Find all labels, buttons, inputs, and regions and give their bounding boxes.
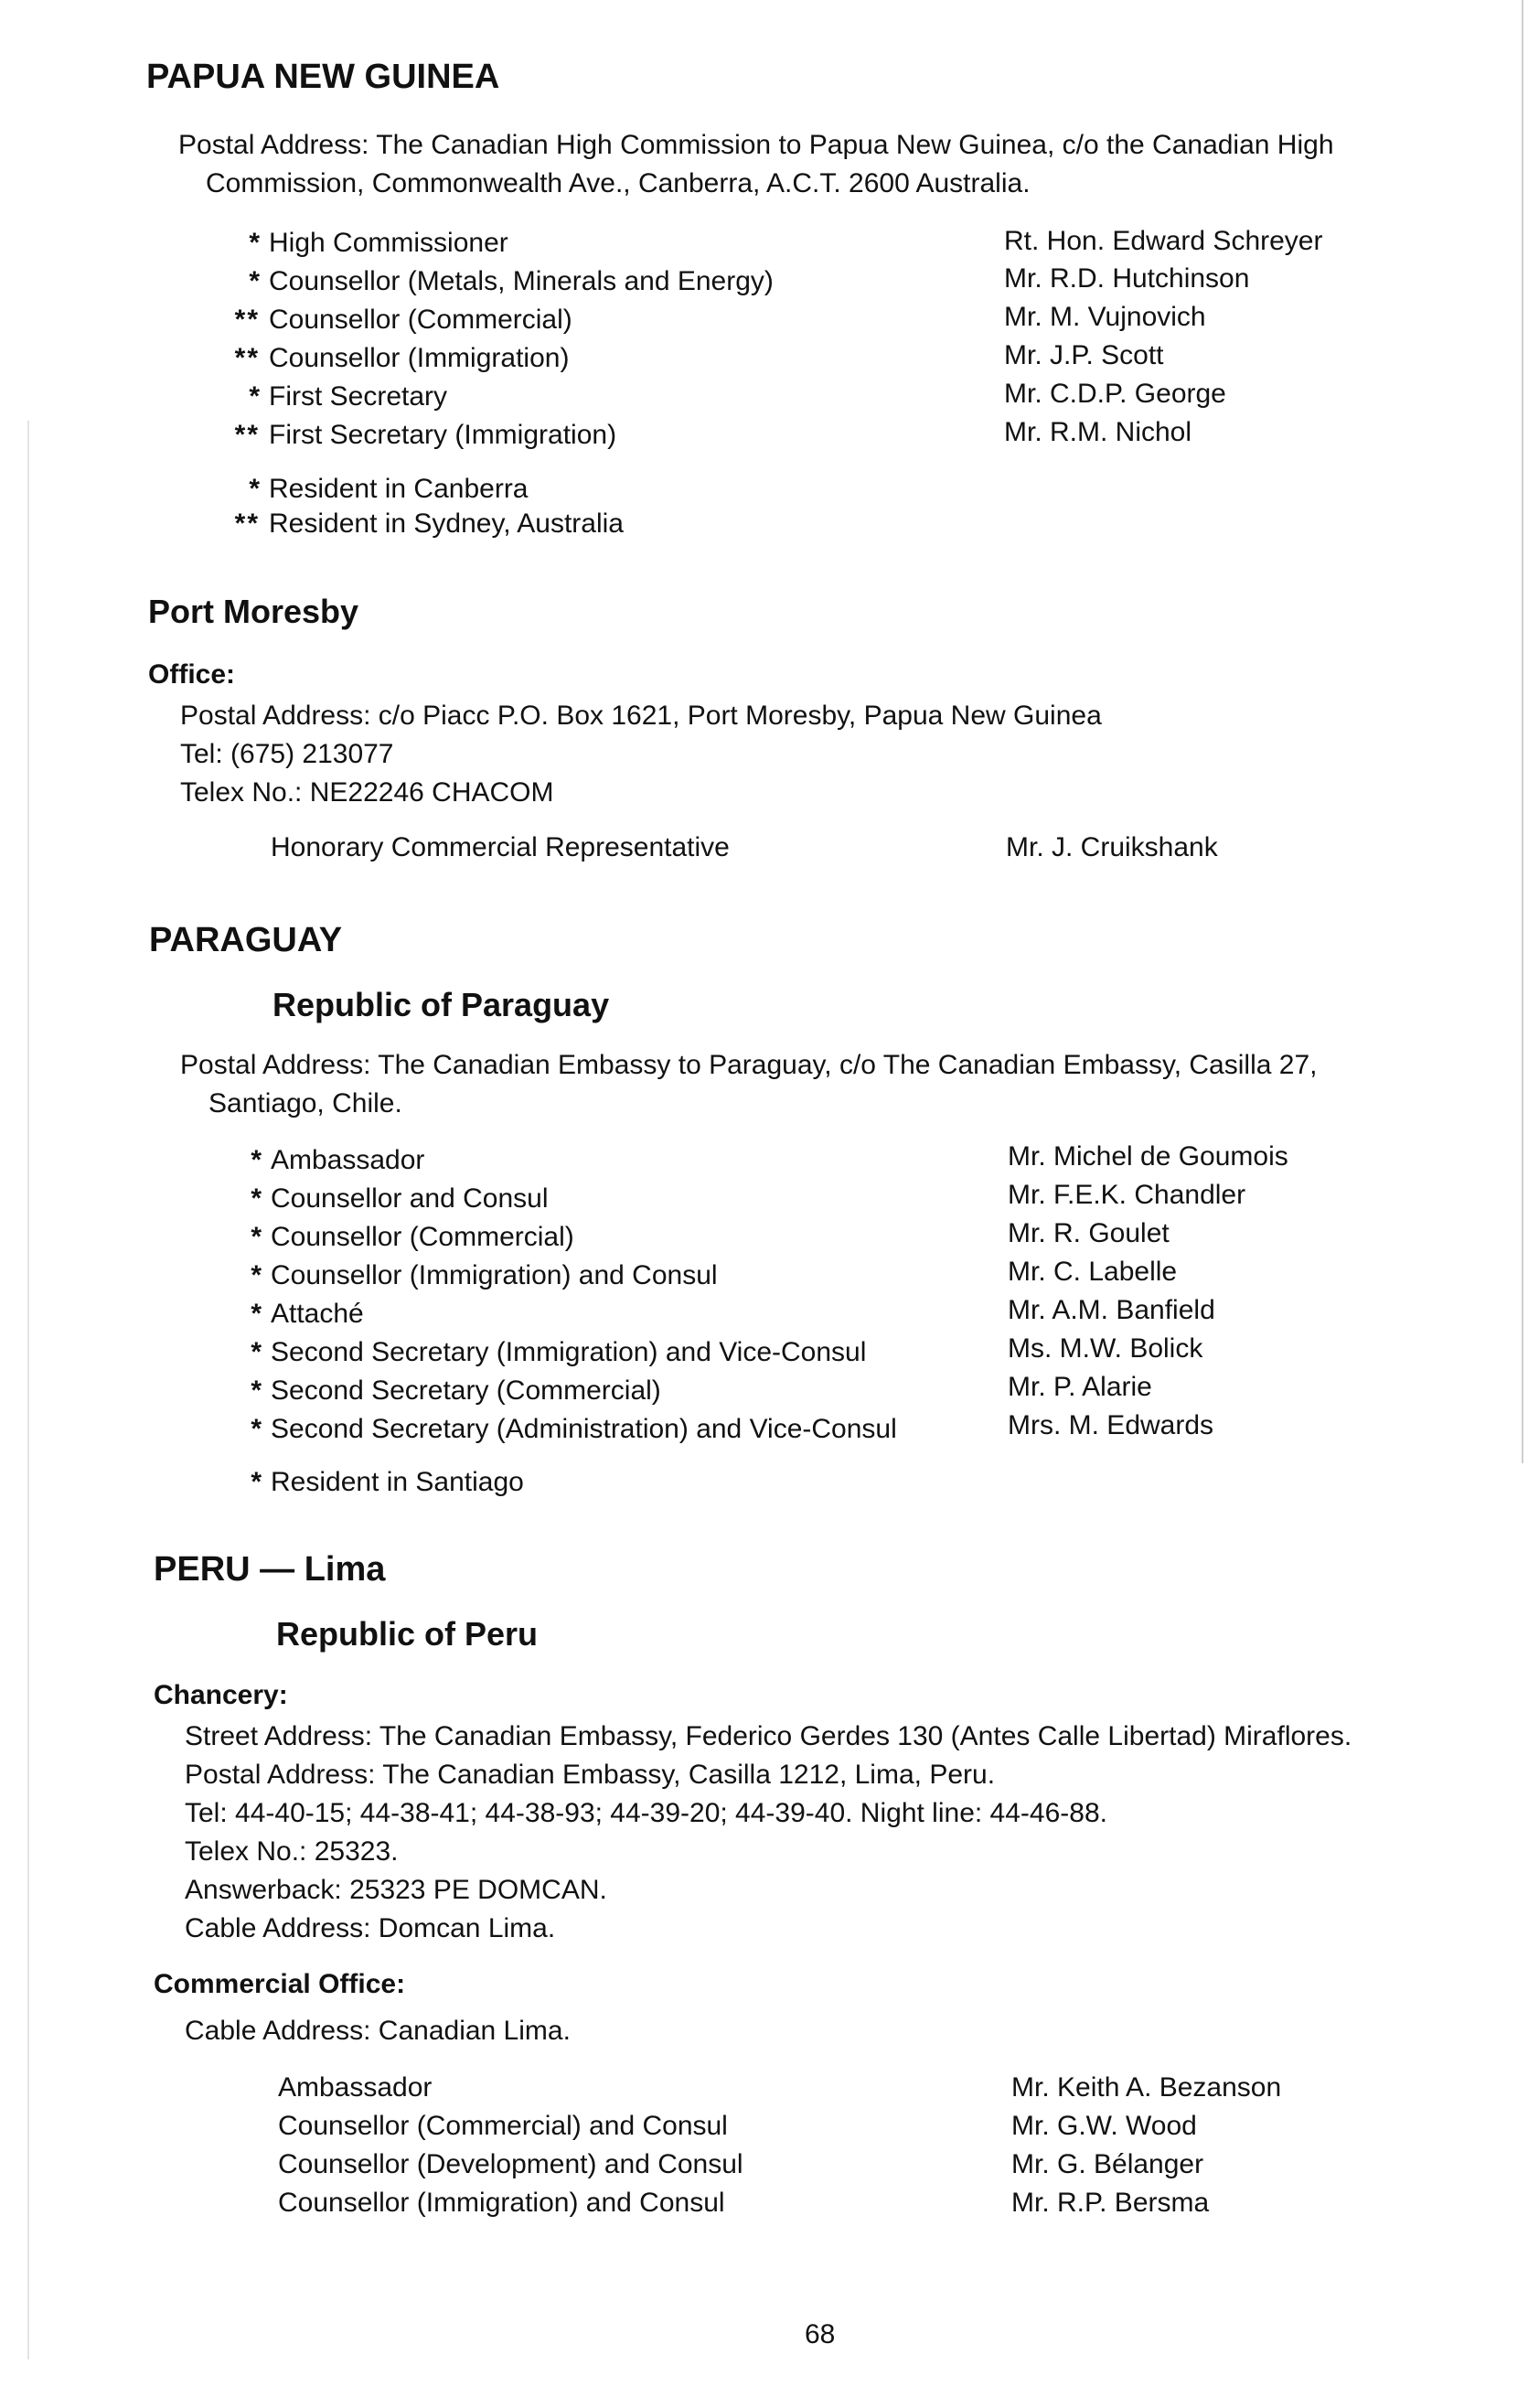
section-subheading-peru: Republic of Peru — [276, 1615, 539, 1653]
asterisk-marker: * — [251, 1414, 262, 1444]
staff-title: Counsellor (Immigration) and Consul — [271, 1260, 718, 1290]
peru-tel: Tel: 44-40-15; 44-38-41; 44-38-93; 44-39-20; 44-39-40. Night line: 44-46-88. — [185, 1798, 1107, 1828]
asterisk-marker: * — [251, 1222, 262, 1252]
staff-row — [210, 1295, 364, 1333]
asterisk-marker: * — [249, 228, 260, 258]
staff-title: Counsellor (Commercial) — [269, 305, 572, 335]
staff-name: Mr. J. Cruikshank — [1006, 832, 1218, 862]
staff-name: Mr. C.D.P. George — [1004, 379, 1226, 409]
staff-name: Mrs. M. Edwards — [1008, 1410, 1214, 1440]
paraguay-postal-line2: Santiago, Chile. — [208, 1088, 402, 1118]
footnote-text: Resident in Canberra — [269, 474, 529, 504]
page-number: 68 — [805, 2319, 836, 2349]
staff-title: Ambassador — [271, 1145, 425, 1175]
chancery-label: Chancery: — [154, 1680, 288, 1710]
peru-postal-address: Postal Address: The Canadian Embassy, Casilla 1212, Lima, Peru. — [185, 1760, 996, 1790]
staff-title: Attaché — [271, 1299, 364, 1329]
staff-title: Counsellor (Development) and Consul — [278, 2149, 743, 2179]
double-asterisk-marker: ** — [234, 508, 260, 539]
staff-row — [210, 1372, 661, 1410]
footnote-text: Resident in Sydney, Australia — [269, 508, 624, 539]
peru-telex: Telex No.: 25323. — [185, 1836, 399, 1867]
staff-title: Second Secretary (Immigration) and Vice-Consul — [271, 1337, 867, 1367]
staff-name: Mr. M. Vujnovich — [1004, 302, 1206, 332]
scan-edge-left — [27, 421, 29, 2360]
section-heading-papua: PAPUA NEW GUINEA — [146, 58, 500, 96]
commercial-office-label: Commercial Office: — [154, 1969, 406, 1999]
staff-title: First Secretary — [269, 381, 448, 412]
papua-postal-line1: Postal Address: The Canadian High Commission to Papua New Guinea, c/o the Canadian High — [178, 130, 1334, 160]
double-asterisk-marker: ** — [234, 343, 260, 373]
staff-title: Counsellor (Metals, Minerals and Energy) — [269, 266, 774, 296]
double-asterisk-marker: ** — [234, 305, 260, 335]
asterisk-marker: * — [249, 381, 260, 412]
staff-title: Counsellor and Consul — [271, 1183, 549, 1214]
section-heading-peru: PERU — Lima — [154, 1550, 386, 1589]
paraguay-postal-line1: Postal Address: The Canadian Embassy to Paraguay, c/o The Canadian Embassy, Casilla 27, — [180, 1050, 1318, 1080]
staff-title: Ambassador — [278, 2072, 433, 2103]
staff-name: Ms. M.W. Bolick — [1008, 1333, 1203, 1364]
staff-row — [210, 1218, 574, 1257]
staff-name: Mr. C. Labelle — [1008, 1257, 1178, 1287]
staff-row — [208, 378, 447, 416]
staff-title: Second Secretary (Commercial) — [271, 1375, 661, 1406]
asterisk-marker: * — [251, 1145, 262, 1175]
staff-row — [208, 416, 616, 455]
asterisk-marker: * — [251, 1299, 262, 1329]
staff-name: Mr. J.P. Scott — [1004, 340, 1164, 370]
staff-row — [210, 1180, 549, 1218]
staff-row — [210, 1257, 718, 1295]
section-heading-port-moresby: Port Moresby — [148, 593, 359, 630]
staff-name: Mr. Keith A. Bezanson — [1011, 2072, 1282, 2103]
staff-title: First Secretary (Immigration) — [269, 420, 617, 450]
double-asterisk-marker: ** — [234, 420, 260, 450]
asterisk-marker: * — [249, 266, 260, 296]
office-label: Office: — [148, 659, 236, 690]
footnote-text: Resident in Santiago — [271, 1467, 524, 1497]
staff-row — [210, 1141, 424, 1180]
staff-name: Mr. Michel de Goumois — [1008, 1141, 1288, 1172]
staff-title: Counsellor (Commercial) and Consul — [278, 2111, 728, 2141]
port-moresby-postal: Postal Address: c/o Piacc P.O. Box 1621, Port Moresby, Papua New Guinea — [180, 701, 1102, 731]
staff-title: Honorary Commercial Representative — [271, 832, 730, 862]
staff-name: Mr. G.W. Wood — [1011, 2111, 1197, 2141]
staff-title: Counsellor (Immigration) and Consul — [278, 2188, 725, 2218]
asterisk-marker: * — [249, 474, 260, 504]
staff-name: Mr. G. Bélanger — [1011, 2149, 1204, 2179]
staff-row — [208, 262, 774, 301]
staff-row — [208, 224, 508, 262]
asterisk-marker: * — [251, 1260, 262, 1290]
port-moresby-tel: Tel: (675) 213077 — [180, 739, 394, 769]
footnote-row — [210, 1463, 524, 1502]
scan-edge-right — [1522, 0, 1523, 1463]
peru-commercial-cable: Cable Address: Canadian Lima. — [185, 2016, 571, 2046]
staff-title: Second Secretary (Administration) and Vice-Consul — [271, 1414, 897, 1444]
staff-row — [210, 1410, 897, 1449]
asterisk-marker: * — [251, 1183, 262, 1214]
staff-title: High Commissioner — [269, 228, 508, 258]
staff-name: Mr. A.M. Banfield — [1008, 1295, 1215, 1325]
staff-row — [208, 339, 569, 378]
footnote-row — [208, 470, 529, 508]
port-moresby-telex: Telex No.: NE22246 CHACOM — [180, 777, 554, 808]
peru-street-address: Street Address: The Canadian Embassy, Federico Gerdes 130 (Antes Calle Libertad) Miraflores. — [185, 1721, 1352, 1751]
peru-answerback: Answerback: 25323 PE DOMCAN. — [185, 1875, 607, 1905]
staff-row — [210, 1333, 866, 1372]
staff-title: Counsellor (Commercial) — [271, 1222, 574, 1252]
footnote-row — [208, 505, 624, 543]
papua-postal-line2: Commission, Commonwealth Ave., Canberra, A.C.T. 2600 Australia. — [206, 168, 1031, 198]
staff-name: Mr. R. Goulet — [1008, 1218, 1170, 1248]
staff-name: Mr. R.P. Bersma — [1011, 2188, 1210, 2218]
peru-cable-address: Cable Address: Domcan Lima. — [185, 1913, 556, 1943]
staff-name: Mr. R.D. Hutchinson — [1004, 263, 1250, 294]
staff-name: Mr. F.E.K. Chandler — [1008, 1180, 1246, 1210]
staff-name: Rt. Hon. Edward Schreyer — [1004, 226, 1323, 256]
asterisk-marker: * — [251, 1467, 262, 1497]
staff-name: Mr. P. Alarie — [1008, 1372, 1152, 1402]
section-subheading-paraguay: Republic of Paraguay — [272, 986, 610, 1023]
staff-title: Counsellor (Immigration) — [269, 343, 570, 373]
section-heading-paraguay: PARAGUAY — [149, 921, 343, 959]
staff-name: Mr. R.M. Nichol — [1004, 417, 1192, 447]
asterisk-marker: * — [251, 1337, 262, 1367]
staff-row — [208, 301, 572, 339]
asterisk-marker: * — [251, 1375, 262, 1406]
